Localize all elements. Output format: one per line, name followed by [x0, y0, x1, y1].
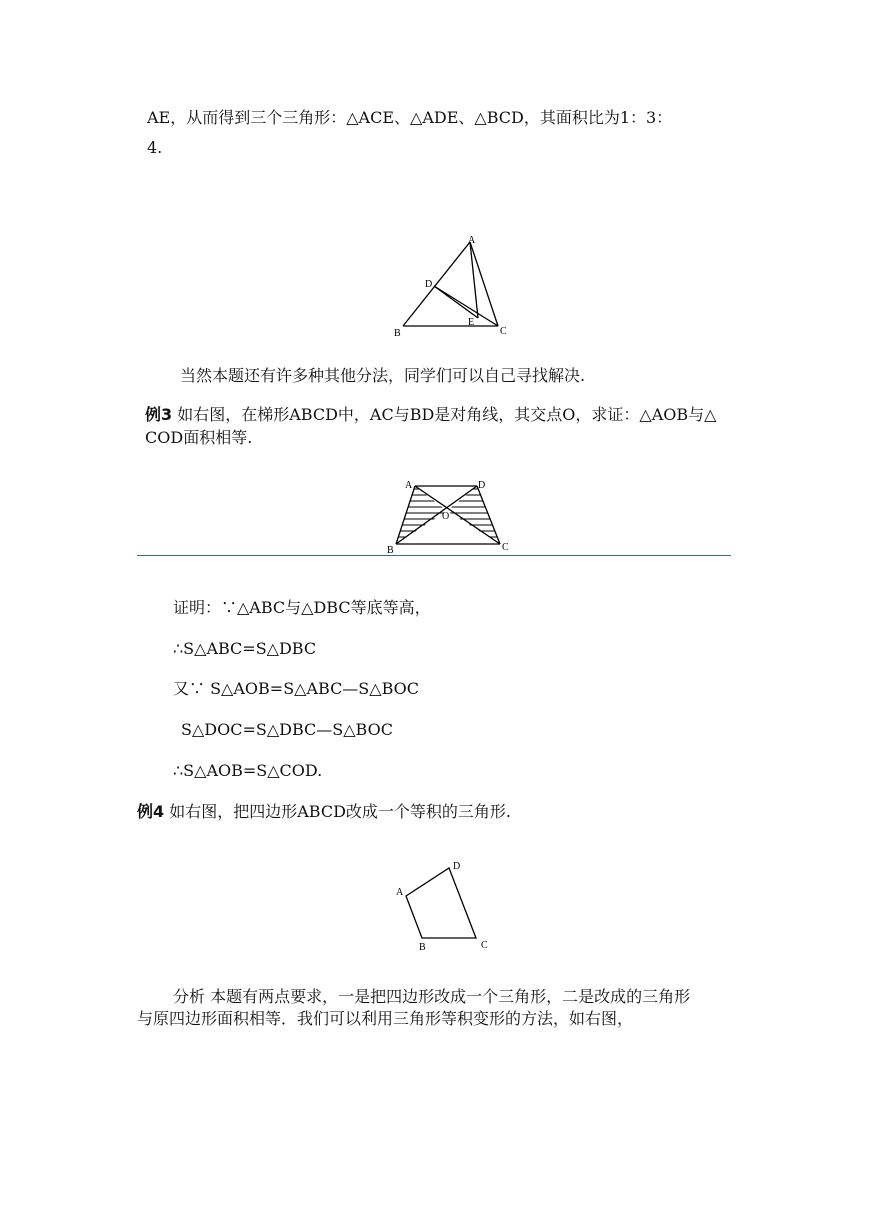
fig1-label-a: A — [468, 235, 476, 246]
fig2-label-o: O — [442, 511, 450, 522]
paragraph-line: 4. — [147, 138, 163, 157]
example-3-line-2: COD面积相等. — [145, 428, 253, 447]
fig1-label-c: C — [500, 326, 507, 337]
example-3-label: 例3 — [145, 405, 173, 424]
fig2-label-a: A — [405, 480, 413, 491]
fig1-label-e: E — [468, 317, 475, 328]
analysis-line-2: 与原四边形面积相等．我们可以利用三角形等积变形的方法，如右图， — [137, 1009, 634, 1028]
shaded-triangle-doc — [447, 486, 500, 544]
fig1-label-d: D — [425, 279, 433, 290]
shaded-triangle-aob — [396, 486, 450, 544]
fig2-label-d: D — [478, 480, 486, 491]
paragraph-line: 当然本题还有许多种其他分法，同学们可以自己寻找解决. — [180, 366, 586, 385]
proof-line-3: 又∵ S△AOB=S△ABC—S△BOC — [173, 679, 419, 698]
figure-trapezoid-abcd — [384, 474, 524, 558]
proof-line-2: ∴S△ABC=S△DBC — [173, 639, 317, 658]
example-4-line — [137, 802, 511, 822]
fig3-label-a: A — [396, 887, 404, 898]
fig3-label-b: B — [419, 942, 426, 953]
example-4-text: 如右图，把四边形ABCD改成一个等积的三角形. — [164, 802, 511, 821]
proof-line-1: 证明：∵△ABC与△DBC等底等高， — [173, 598, 431, 617]
paragraph-line: AE，从而得到三个三角形：△ACE、△ADE、△BCD，其面积比为1：3： — [147, 108, 673, 127]
fig2-label-b: B — [387, 545, 394, 556]
proof-line-4: S△DOC=S△DBC—S△BOC — [181, 720, 393, 739]
quadrilateral-outline — [406, 868, 476, 938]
fig2-label-c: C — [502, 542, 509, 553]
fig1-label-b: B — [394, 328, 401, 339]
proof-line-5: ∴S△AOB=S△COD. — [173, 761, 323, 780]
fig3-label-d: D — [453, 861, 461, 872]
figure-quadrilateral-abcd — [392, 858, 502, 958]
example-4-label: 例4 — [137, 802, 165, 821]
segment-ab — [403, 242, 470, 326]
figure-triangle-abc — [390, 232, 520, 344]
example-3-line-1 — [145, 405, 716, 425]
section-divider — [137, 555, 731, 556]
segment-dc — [434, 286, 498, 326]
analysis-line-1: 分析 本题有两点要求，一是把四边形改成一个三角形，二是改成的三角形 — [173, 987, 691, 1006]
fig3-label-c: C — [481, 940, 488, 951]
example-3-text: 如右图，在梯形ABCD中，AC与BD是对角线，其交点O，求证：△AOB与△ — [172, 405, 717, 424]
